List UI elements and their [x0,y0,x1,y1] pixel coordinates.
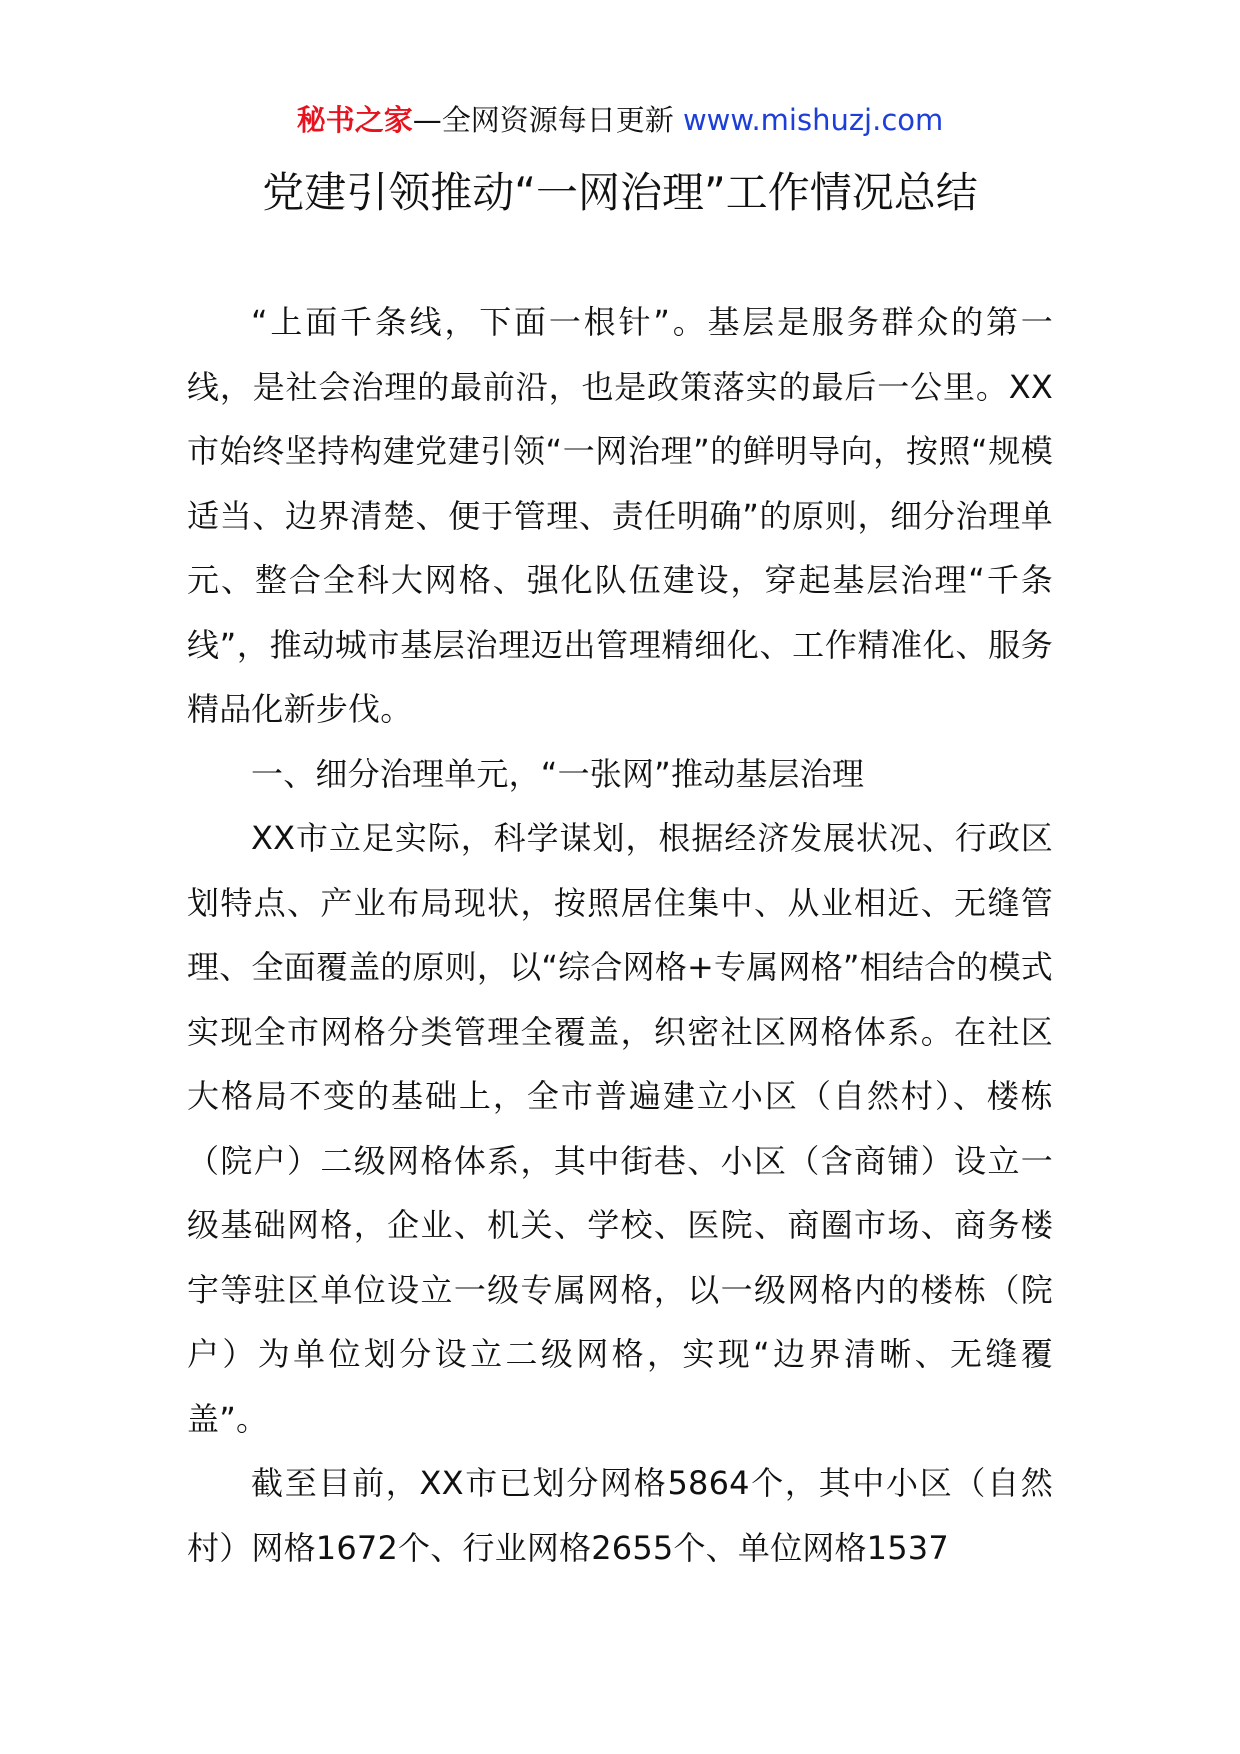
section-heading: 一、细分治理单元，“一张网”推动基层治理 [251,754,865,793]
intro-paragraph: “上面千条线，下面一根针”。基层是服务群众的第一线，是社会治理的最前沿，也是政策落实的最后一公里。XX市始终坚持构建党建引领“一网治理”的鲜明导向，按照“规模适当、边界清楚、便于管理、责任明确”的原则，细分治理单元、整合全科大网格、强化队伍建设，穿起基层治理“千条线”，推动城市基层治理迈出管理精细化、工作精准化、服务精品化新步伐。 [187,303,1053,728]
document-title: 党建引领推动“一网治理”工作情况总结 [262,168,978,217]
site-header [0,100,1240,140]
site-url-link[interactable]: www.mishuzj.com [682,103,944,137]
body-paragraph: XX市立足实际，科学谋划，根据经济发展状况、行政区划特点、产业布局现状，按照居住集中、从业相近、无缝管理、全面覆盖的原则，以“综合网格+专属网格”相结合的模式实现全市网格分类管理全覆盖，织密社区网格体系。在社区大格局不变的基础上，全市普遍建立小区（自然村）、楼栋（院户）二级网格体系，其中街巷、小区（含商铺）设立一级基础网格，企业、机关、学校、医院、商圈市场、商务楼宇等驻区单位设立一级专属网格，以一级网格内的楼栋（院户）为单位划分设立二级网格，实现“边界清晰、无缝覆盖”。 [187,819,1053,1438]
brand-name: 秘书之家 [296,103,413,137]
document-body [187,290,1053,1580]
header-tagline: —全网资源每日更新 [412,103,674,137]
body-paragraph: 截至目前，XX市已划分网格5864个，其中小区（自然村）网格1672个、行业网格2655个、单位网格1537 [187,1464,1053,1567]
